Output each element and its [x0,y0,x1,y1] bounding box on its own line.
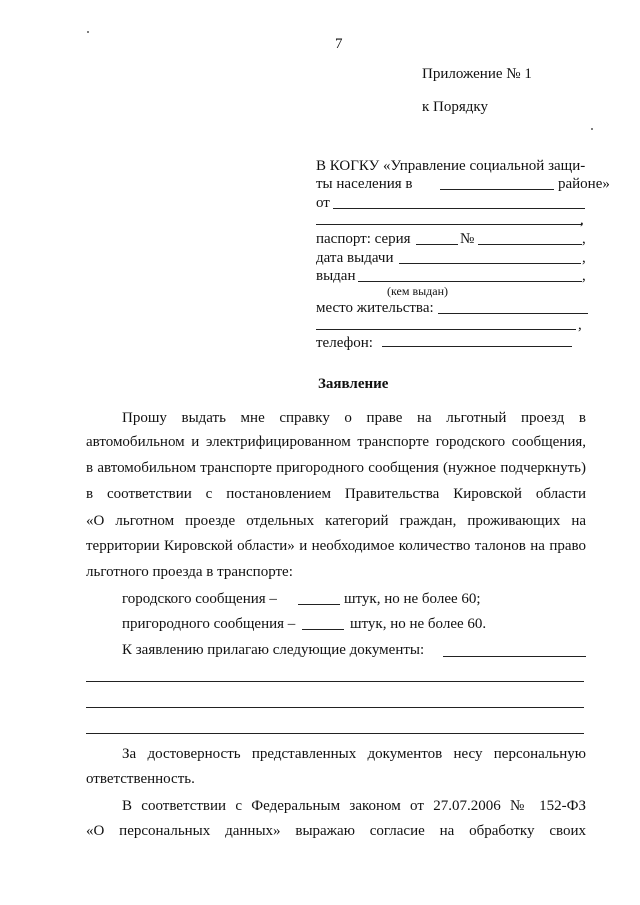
comma: , [582,231,586,247]
passport-series-field[interactable] [416,244,458,245]
paragraph-line: автомобильном и электрифицированном транспорте городского сообщения, [86,434,586,450]
suburban-label: пригородного сообщения – [122,616,296,632]
phone-label: телефон: [316,335,373,351]
scan-dot [87,31,89,33]
paragraph-line: За достоверность представленных документов несу персональную [122,746,586,762]
residence-field-2[interactable] [316,329,576,330]
annex-subtitle: к Порядку [422,99,488,115]
comma: , [582,250,586,266]
paragraph-line: льготного проезда в транспорте: [86,564,293,580]
comma: , [580,212,584,228]
attach-line-2[interactable] [86,707,584,708]
attach-line-1[interactable] [86,681,584,682]
paragraph-line: «О льготном проезде отдельных категорий граждан, проживающих на [86,513,586,529]
from-name-field[interactable] [333,208,585,209]
comma: , [578,317,582,333]
city-count-field[interactable] [298,604,340,605]
issued-by-field[interactable] [358,281,582,282]
attach-field[interactable] [443,656,586,657]
issued-by-hint: (кем выдан) [387,284,449,298]
scan-dot [591,128,593,130]
issue-date-label: дата выдачи [316,250,394,266]
passport-series-label: паспорт: серия [316,231,411,247]
addressee-line-2a: ты населения в [316,176,413,192]
residence-label: место жительства: [316,300,434,316]
issue-date-field[interactable] [399,263,581,264]
city-label: городского сообщения – [122,591,277,607]
page-number: 7 [335,36,343,52]
residence-field[interactable] [438,313,588,314]
addressee-line-2b: районе» [558,176,610,192]
paragraph-line: «О персональных данных» выражаю согласие на обработку своих [86,823,586,839]
paragraph-line: Прошу выдать мне справку о праве на льготный проезд в [122,410,586,426]
addressee-line-1: В КОГКУ «Управление социальной защи- [316,158,586,174]
district-field[interactable] [440,189,554,190]
attach-line-3[interactable] [86,733,584,734]
city-suffix: штук, но не более 60; [344,591,481,607]
comma: , [582,268,586,284]
paragraph-line: В соответствии с Федеральным законом от 27.07.2006 № 152-ФЗ [122,798,586,814]
from-name-field-2[interactable] [316,224,582,225]
paragraph-line: территории Кировской области» и необходимое количество талонов на право [86,538,586,554]
paragraph-line: в соответствии с постановлением Правительства Кировской области [86,486,586,502]
suburban-count-field[interactable] [302,629,344,630]
phone-field[interactable] [382,346,572,347]
issued-by-label: выдан [316,268,356,284]
attach-label: К заявлению прилагаю следующие документы: [122,642,425,658]
paragraph-line: в автомобильном транспорте пригородного сообщения (нужное подчеркнуть) [86,460,586,476]
annex-title: Приложение № 1 [422,66,532,82]
document-heading: Заявление [318,376,389,392]
passport-no-label: № [460,231,475,247]
paragraph-line: ответственность. [86,771,195,787]
passport-number-field[interactable] [478,244,582,245]
suburban-suffix: штук, но не более 60. [350,616,487,632]
from-label: от [316,195,330,211]
